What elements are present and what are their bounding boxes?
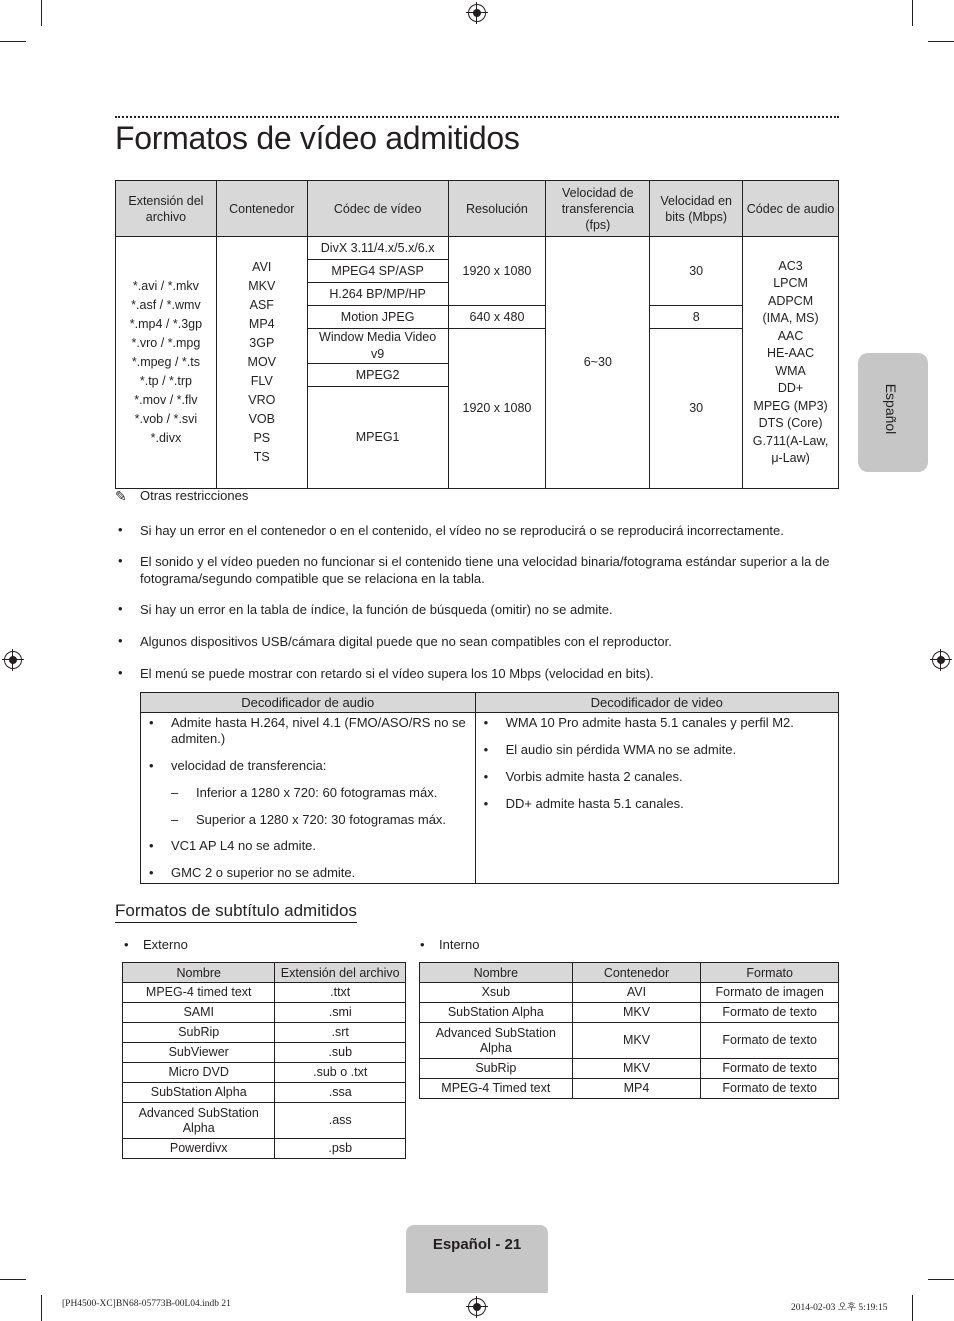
container-value: MOV <box>247 355 277 369</box>
list-item-text: El audio sin pérdida WMA no se admite. <box>505 742 737 757</box>
table-cell: SubViewer <box>123 1043 275 1063</box>
table-cell: .sub <box>275 1043 406 1063</box>
list-item: • El audio sin pérdida WMA no se admite. <box>483 742 737 757</box>
containers-cell <box>216 237 307 489</box>
table-cell: .ass <box>275 1103 406 1139</box>
crop-mark <box>928 41 954 42</box>
table-cell: SubStation Alpha <box>123 1083 275 1103</box>
table-cell: MKV <box>572 1023 701 1059</box>
internal-label: • Interno <box>420 937 480 952</box>
table-cell: SubRip <box>420 1059 573 1079</box>
print-slug-right: 2014-02-03 오후 5:19:15 <box>791 1303 888 1313</box>
extension-value: *.tp / *.trp <box>139 374 192 388</box>
list-item-text: WMA 10 Pro admite hasta 5.1 canales y perfil M2. <box>505 715 794 730</box>
table-cell: Micro DVD <box>123 1063 275 1083</box>
extension-value: *.mp4 / *.3gp <box>129 317 203 331</box>
header-cell: Extensión del archivo <box>275 963 406 983</box>
header-cell: Decodificador de audio <box>141 693 476 713</box>
audio-codec-value: AC3 <box>778 258 803 273</box>
list-item-text: Inferior a 1280 x 720: 60 fotogramas máx. <box>196 785 438 800</box>
list-item: – Inferior a 1280 x 720: 60 fotogramas máx. <box>171 785 438 800</box>
crop-mark <box>912 1295 913 1321</box>
container-value: ASF <box>249 298 274 312</box>
registration-mark-icon <box>468 4 486 22</box>
codec-cell: MPEG2 <box>307 364 448 387</box>
list-item: • Admite hasta H.264, nivel 4.1 (FMO/ASO/RS no se admiten.) <box>149 715 466 746</box>
crop-mark <box>928 1279 954 1280</box>
table-cell: Powerdivx <box>123 1139 275 1159</box>
table-cell: SubStation Alpha <box>420 1003 573 1023</box>
table-row <box>123 1139 406 1159</box>
audio-codec-value: AAC <box>777 328 804 343</box>
subtitles-heading: Formatos de subtítulo admitidos <box>115 901 357 923</box>
internal-label-text: Interno <box>439 937 480 952</box>
table-cell: MPEG-4 Timed text <box>420 1079 573 1099</box>
audio-codec-value: MPEG (MP3) <box>753 398 828 413</box>
restriction-text: Si hay un error en el contenedor o en el contenido, el vídeo no se reproducirá o se reproducirá incorrectamente. <box>140 523 784 538</box>
table-header-row <box>116 181 839 237</box>
extension-value: *.vro / *.mpg <box>131 336 201 350</box>
table-cell: SubRip <box>123 1023 275 1043</box>
table-cell: Xsub <box>420 983 573 1003</box>
external-subtitles-table <box>122 962 406 1159</box>
list-item: • DD+ admite hasta 5.1 canales. <box>483 796 684 811</box>
restriction-text: El sonido y el vídeo pueden no funcionar si el contenido tiene una velocidad binaria/fotograma estándar superior a la de fotograma/segundo compatible que se relaciona en la tabla. <box>140 554 830 586</box>
table-row <box>123 1043 406 1063</box>
table-cell: Formato de imagen <box>701 983 839 1003</box>
list-item-text: velocidad de transferencia: <box>171 758 327 773</box>
audio-codec-value: HE-AAC <box>766 346 815 360</box>
table-cell: MKV <box>572 1003 701 1023</box>
registration-mark-icon <box>4 651 22 669</box>
container-value: VRO <box>248 393 276 407</box>
header-cell: Resolución <box>448 181 546 237</box>
print-slug-left: [PH4500-XC]BN68-05773B-00L04.indb 21 <box>62 1299 231 1309</box>
container-value: TS <box>253 450 270 464</box>
table-cell: .sub o .txt <box>275 1063 406 1083</box>
table-row <box>420 1003 839 1023</box>
table-cell: Advanced SubStation Alpha <box>123 1103 275 1139</box>
crop-mark <box>912 0 913 26</box>
restrictions-heading: Otras restricciones <box>140 488 249 503</box>
table-cell: .srt <box>275 1023 406 1043</box>
pencil-note-icon: ✎ <box>115 488 127 504</box>
header-cell: Nombre <box>123 963 275 983</box>
language-side-tab-label: Español <box>883 383 899 435</box>
container-value: AVI <box>252 260 272 274</box>
extension-value: *.vob / *.svi <box>134 412 198 426</box>
title-rule <box>115 116 839 118</box>
resolution-cell: 640 x 480 <box>448 306 546 329</box>
table-header-row <box>420 963 839 983</box>
list-item: • GMC 2 o superior no se admite. <box>149 865 356 880</box>
table-header-row <box>141 693 839 713</box>
container-value: 3GP <box>249 336 275 350</box>
table-row <box>420 1023 839 1059</box>
table-row <box>420 983 839 1003</box>
codec-cell: H.264 BP/MP/HP <box>307 283 448 306</box>
resolution-cell: 1920 x 1080 <box>448 329 546 489</box>
registration-mark-icon <box>468 1298 486 1316</box>
container-value: VOB <box>248 412 275 426</box>
audio-codec-value: DTS (Core) <box>758 416 823 430</box>
codec-cell: Window Media Video v9 <box>307 329 448 364</box>
table-row <box>123 983 406 1003</box>
list-item: – Superior a 1280 x 720: 30 fotogramas máx. <box>171 812 447 827</box>
restriction-text: Algunos dispositivos USB/cámara digital puede que no sean compatibles con el reproductor. <box>140 634 672 649</box>
table-row <box>123 1083 406 1103</box>
decoder-table <box>140 692 839 884</box>
crop-mark <box>41 1295 42 1321</box>
page-footer-tab <box>406 1225 548 1293</box>
table-cell: MPEG-4 timed text <box>123 983 275 1003</box>
table-row <box>123 1023 406 1043</box>
external-label-text: Externo <box>143 937 188 952</box>
audio-codecs-cell <box>743 237 839 489</box>
codec-cell: DivX 3.11/4.x/5.x/6.x <box>307 237 448 260</box>
table-cell: Formato de texto <box>701 1023 839 1059</box>
table-header-row <box>123 963 406 983</box>
header-cell: Velocidad en bits (Mbps) <box>650 181 743 237</box>
audio-codec-value: μ-Law) <box>771 451 810 465</box>
header-cell: Decodificador de video <box>475 693 838 713</box>
table-row <box>123 1063 406 1083</box>
table-cell: MKV <box>572 1059 701 1079</box>
table-row <box>420 1079 839 1099</box>
codec-cell: Motion JPEG <box>307 306 448 329</box>
audio-codec-value: DD+ <box>777 381 804 395</box>
codec-cell: MPEG1 <box>307 387 448 489</box>
external-label: • Externo <box>124 937 188 952</box>
audio-codec-value: WMA <box>775 363 806 378</box>
bitrate-cell: 8 <box>650 306 743 329</box>
table-cell: .psb <box>275 1139 406 1159</box>
extension-value: *.divx <box>150 431 182 445</box>
table-cell: AVI <box>572 983 701 1003</box>
list-item-text: DD+ admite hasta 5.1 canales. <box>505 796 684 811</box>
list-item: • Vorbis admite hasta 2 canales. <box>483 769 683 784</box>
table-cell: Formato de texto <box>701 1079 839 1099</box>
header-cell: Contenedor <box>572 963 701 983</box>
header-cell: Códec de audio <box>743 181 839 237</box>
restriction-text: El menú se puede mostrar con retardo si el vídeo supera los 10 Mbps (velocidad en bits). <box>140 666 654 681</box>
table-row <box>123 1003 406 1023</box>
codec-cell: MPEG4 SP/ASP <box>307 260 448 283</box>
extensions-cell <box>116 237 217 489</box>
crop-mark <box>41 0 42 26</box>
table-cell: .smi <box>275 1003 406 1023</box>
header-cell: Contenedor <box>216 181 307 237</box>
audio-decoder-cell <box>141 713 476 884</box>
list-item: • VC1 AP L4 no se admite. <box>149 838 317 853</box>
header-cell: Códec de vídeo <box>307 181 448 237</box>
table-cell: Formato de texto <box>701 1003 839 1023</box>
audio-codec-value: G.711(A-Law, <box>752 433 829 448</box>
extension-value: *.asf / *.wmv <box>131 298 201 312</box>
registration-mark-icon <box>932 651 950 669</box>
video-decoder-cell <box>475 713 838 884</box>
table-cell: MP4 <box>572 1079 701 1099</box>
header-cell: Velocidad de transferencia (fps) <box>546 181 650 237</box>
audio-codec-value: ADPCM <box>767 293 814 308</box>
video-formats-table <box>115 180 839 489</box>
table-cell: Advanced SubStation Alpha <box>420 1023 573 1059</box>
restriction-text: Si hay un error en la tabla de índice, la función de búsqueda (omitir) no se admite. <box>140 602 613 617</box>
audio-codec-value: LPCM <box>773 276 808 290</box>
header-cell: Extensión del archivo <box>116 181 217 237</box>
list-item: • WMA 10 Pro admite hasta 5.1 canales y perfil M2. <box>483 715 794 730</box>
table-cell: Formato de texto <box>701 1059 839 1079</box>
fps-cell: 6~30 <box>546 237 650 489</box>
list-item: • velocidad de transferencia: <box>149 758 327 773</box>
table-cell: .ssa <box>275 1083 406 1103</box>
container-value: MKV <box>248 279 276 293</box>
table-row <box>123 1103 406 1139</box>
header-cell: Nombre <box>420 963 573 983</box>
resolution-cell: 1920 x 1080 <box>448 237 546 306</box>
page-title: Formatos de vídeo admitidos <box>115 120 520 156</box>
crop-mark <box>0 1279 26 1280</box>
extension-value: *.mpeg / *.ts <box>131 355 200 369</box>
container-value: PS <box>253 431 271 445</box>
container-value: FLV <box>250 374 273 388</box>
table-row <box>141 713 839 884</box>
header-cell: Formato <box>701 963 839 983</box>
list-item-text: Vorbis admite hasta 2 canales. <box>505 769 683 784</box>
list-item-text: Admite hasta H.264, nivel 4.1 (FMO/ASO/RS no se admiten.) <box>171 715 466 746</box>
container-value: MP4 <box>248 317 275 331</box>
table-row <box>420 1059 839 1079</box>
audio-codec-value: (IMA, MS) <box>762 311 819 325</box>
extension-value: *.avi / *.mkv <box>132 279 199 293</box>
list-item-text: Superior a 1280 x 720: 30 fotogramas máx. <box>196 812 447 827</box>
list-item-text: GMC 2 o superior no se admite. <box>171 865 356 880</box>
table-cell: .ttxt <box>275 983 406 1003</box>
table-cell: SAMI <box>123 1003 275 1023</box>
bitrate-cell: 30 <box>650 237 743 306</box>
bitrate-cell: 30 <box>650 329 743 489</box>
extension-value: *.mov / *.flv <box>134 393 198 407</box>
crop-mark <box>0 41 26 42</box>
list-item-text: VC1 AP L4 no se admite. <box>171 838 317 853</box>
table-row <box>116 237 839 260</box>
internal-subtitles-table <box>419 962 839 1099</box>
page-number: Español - 21 <box>432 1236 522 1253</box>
